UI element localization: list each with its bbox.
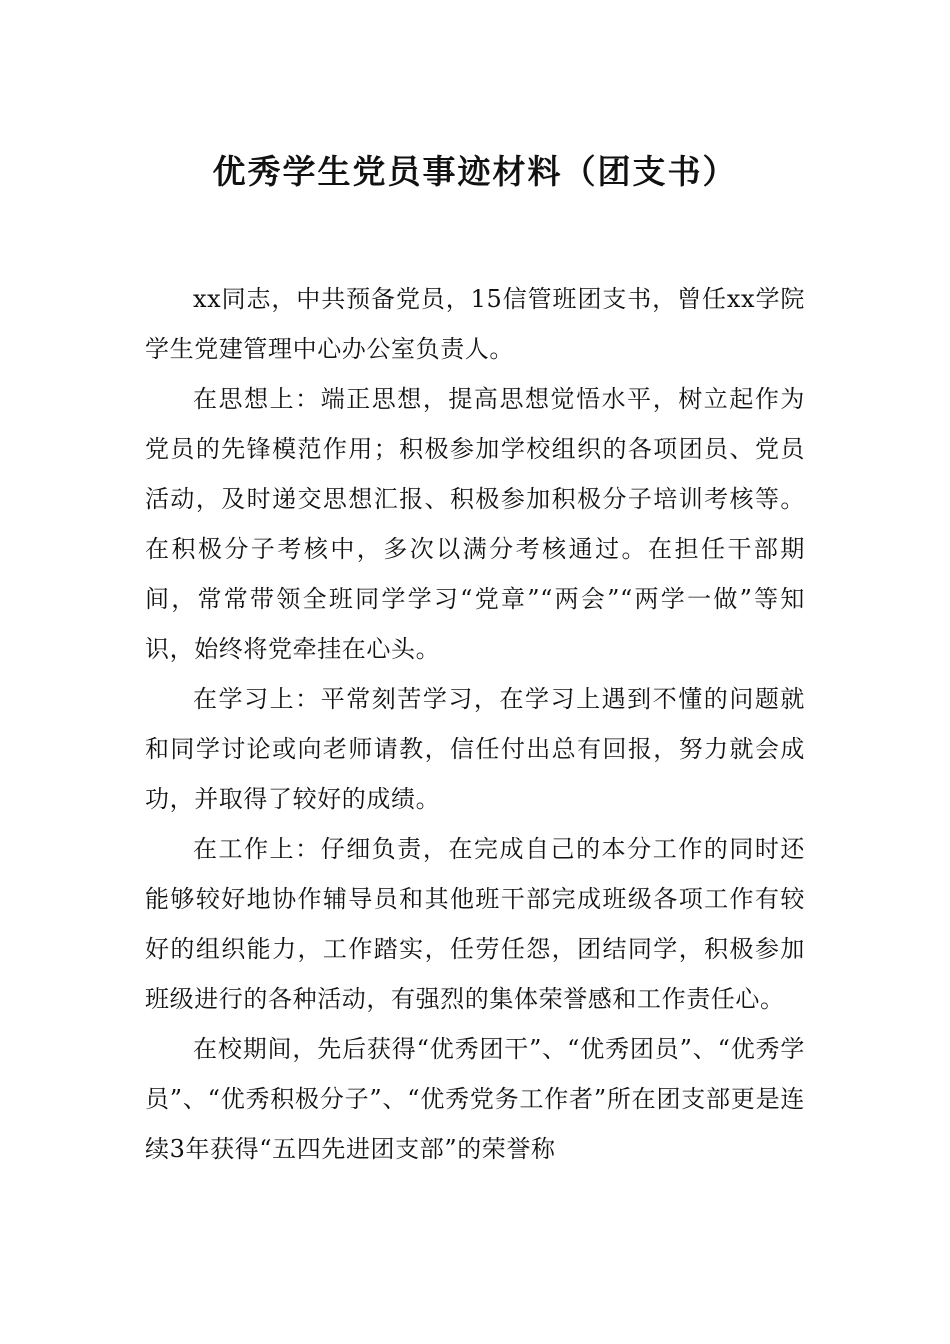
document-title: 优秀学生党员事迹材料（团支书） [212,152,738,191]
paragraph-ideology: 在思想上：端正思想，提高思想觉悟水平，树立起作为党员的先锋模范作用；积极参加学校组织的各项团员、党员活动，及时递交思想汇报、积极参加积极分子培训考核等。在积极分子考核中，多次以满分考核通过。在担任干部期间，常常带领全班同学学习“党章”“两会”“两学一做”等知识，始终将党牵挂在心头。 [145,385,805,663]
paragraph-intro: xx同志，中共预备党员，15信管班团支书，曾任xx学院学生党建管理中心办公室负责人。 [145,285,805,363]
paragraph-honors: 在校期间，先后获得“优秀团干”、“优秀团员”、“优秀学员”、“优秀积极分子”、“优秀党务工作者”所在团支部更是连续3年获得“五四先进团支部”的荣誉称 [145,1035,805,1163]
document-body [145,274,805,1174]
paragraph-work: 在工作上：仔细负责，在完成自己的本分工作的同时还能够较好地协作辅导员和其他班干部完成班级各项工作有较好的组织能力，工作踏实，任劳任怨，团结同学，积极参加班级进行的各种活动，有强烈的集体荣誉感和工作责任心。 [145,835,805,1013]
paragraph-study: 在学习上：平常刻苦学习，在学习上遇到不懂的问题就和同学讨论或向老师请教，信任付出总有回报，努力就会成功，并取得了较好的成绩。 [145,685,805,813]
